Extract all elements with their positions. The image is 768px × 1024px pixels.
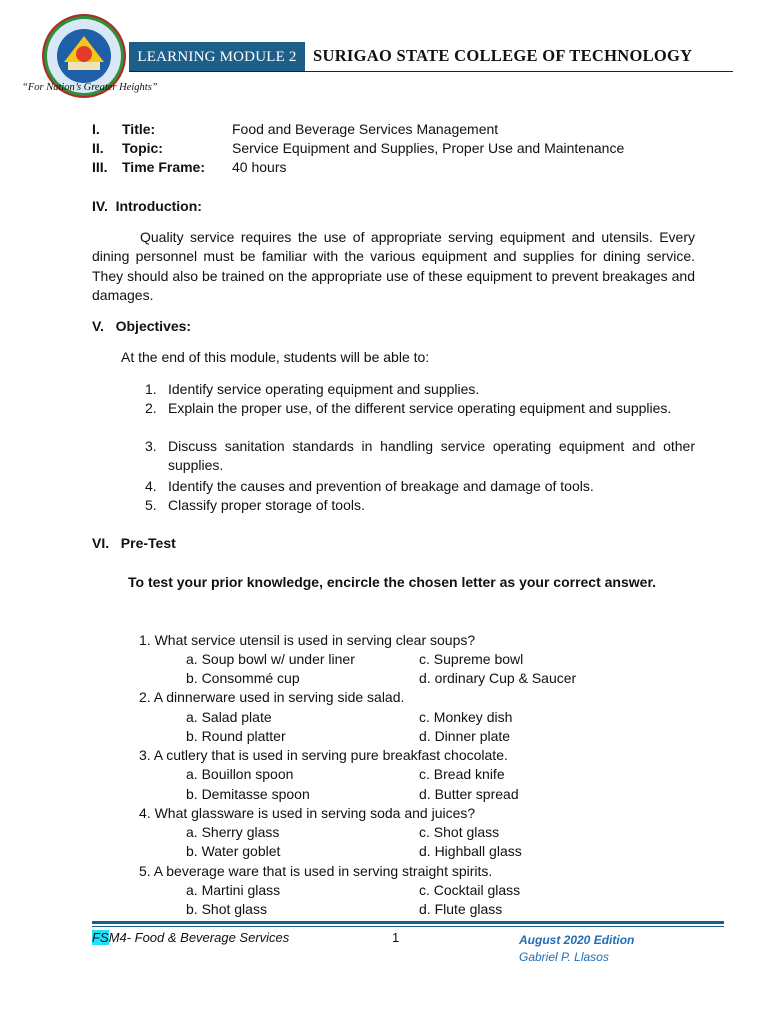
college-motto: “For Nation’s Greater Heights” <box>22 82 158 93</box>
objective-text: Classify proper storage of tools. <box>168 497 365 513</box>
choice-b[interactable]: b. Round platter <box>186 728 286 744</box>
info-value-topic: Service Equipment and Supplies, Proper Use and Maintenance <box>232 140 625 156</box>
author-name: Gabriel P. Llasos <box>519 950 609 964</box>
info-label-timeframe: Time Frame: <box>122 159 205 175</box>
objective-number: 1. <box>145 381 157 397</box>
choice-b[interactable]: b. Consommé cup <box>186 670 300 686</box>
objective-text: Identify the causes and prevention of breakage and damage of tools. <box>168 478 594 494</box>
footer-divider-thin <box>92 926 724 927</box>
introduction-text: Quality service requires the use of appropriate serving equipment and utensils. Every dining personnel must be familiar with the various equipment and supplies for dining service. They should also be trained on the appropriate use of these equipment to prevent breakages and damages. <box>92 229 695 303</box>
question-text: 4. What glassware is used in serving soda and juices? <box>139 805 476 821</box>
edition-label: August 2020 Edition <box>519 933 635 947</box>
choice-c[interactable]: c. Bread knife <box>419 766 505 782</box>
choice-d[interactable]: d. Highball glass <box>419 843 522 859</box>
info-value-timeframe: 40 hours <box>232 159 287 175</box>
footer-course-code <box>92 930 289 945</box>
module-label: LEARNING MODULE 2 <box>129 42 305 72</box>
objective-text: Explain the proper use, of the different service operating equipment and supplies. <box>168 400 672 416</box>
choice-d[interactable]: d. ordinary Cup & Saucer <box>419 670 577 686</box>
question-text: 1. What service utensil is used in serving clear soups? <box>139 632 476 648</box>
info-label-topic: Topic: <box>122 140 163 156</box>
choice-a[interactable]: a. Bouillon spoon <box>186 766 294 782</box>
choice-c[interactable]: c. Monkey dish <box>419 709 513 725</box>
pretest-heading: VI. Pre-Test <box>92 535 176 551</box>
choice-b[interactable]: b. Demitasse spoon <box>186 786 310 802</box>
choice-a[interactable]: a. Martini glass <box>186 882 281 898</box>
choice-d[interactable]: d. Butter spread <box>419 786 519 802</box>
choice-a[interactable]: a. Salad plate <box>186 709 272 725</box>
choice-d[interactable]: d. Dinner plate <box>419 728 511 744</box>
info-num-topic: II. <box>92 140 104 156</box>
objectives-intro: At the end of this module, students will be able to: <box>121 349 430 365</box>
header-divider <box>129 71 733 72</box>
objective-text: Discuss sanitation standards in handling service operating equipment and other supplies. <box>168 438 695 474</box>
footer-divider <box>92 921 724 924</box>
objective-number: 4. <box>145 478 157 494</box>
course-code-rest: M4- Food & Beverage Services <box>108 930 290 945</box>
choice-c[interactable]: c. Supreme bowl <box>419 651 524 667</box>
choice-a[interactable]: a. Sherry glass <box>186 824 280 840</box>
info-value-title: Food and Beverage Services Management <box>232 121 499 137</box>
objective-number: 3. <box>145 438 157 454</box>
info-label-title: Title: <box>122 121 156 137</box>
choice-a[interactable]: a. Soup bowl w/ under liner <box>186 651 355 667</box>
choice-b[interactable]: b. Shot glass <box>186 901 267 917</box>
choice-d[interactable]: d. Flute glass <box>419 901 503 917</box>
info-num-timeframe: III. <box>92 159 108 175</box>
introduction-heading: IV. Introduction: <box>92 198 202 214</box>
course-code-highlight: FS <box>92 930 109 945</box>
question-text: 5. A beverage ware that is used in serving straight spirits. <box>139 863 493 879</box>
objective-text: Identify service operating equipment and supplies. <box>168 381 480 397</box>
objectives-heading: V. Objectives: <box>92 318 192 334</box>
question-text: 3. A cutlery that is used in serving pure breakfast chocolate. <box>139 747 508 763</box>
pretest-instruction: To test your prior knowledge, encircle the chosen letter as your correct answer. <box>128 574 657 590</box>
choice-b[interactable]: b. Water goblet <box>186 843 281 859</box>
page-number: 1 <box>392 930 400 945</box>
info-num-title: I. <box>92 121 100 137</box>
objective-number: 5. <box>145 497 157 513</box>
choice-c[interactable]: c. Cocktail glass <box>419 882 521 898</box>
college-name: SURIGAO STATE COLLEGE OF TECHNOLOGY <box>313 46 693 65</box>
question-text: 2. A dinnerware used in serving side salad. <box>139 689 405 705</box>
objective-number: 2. <box>145 400 157 416</box>
choice-c[interactable]: c. Shot glass <box>419 824 500 840</box>
